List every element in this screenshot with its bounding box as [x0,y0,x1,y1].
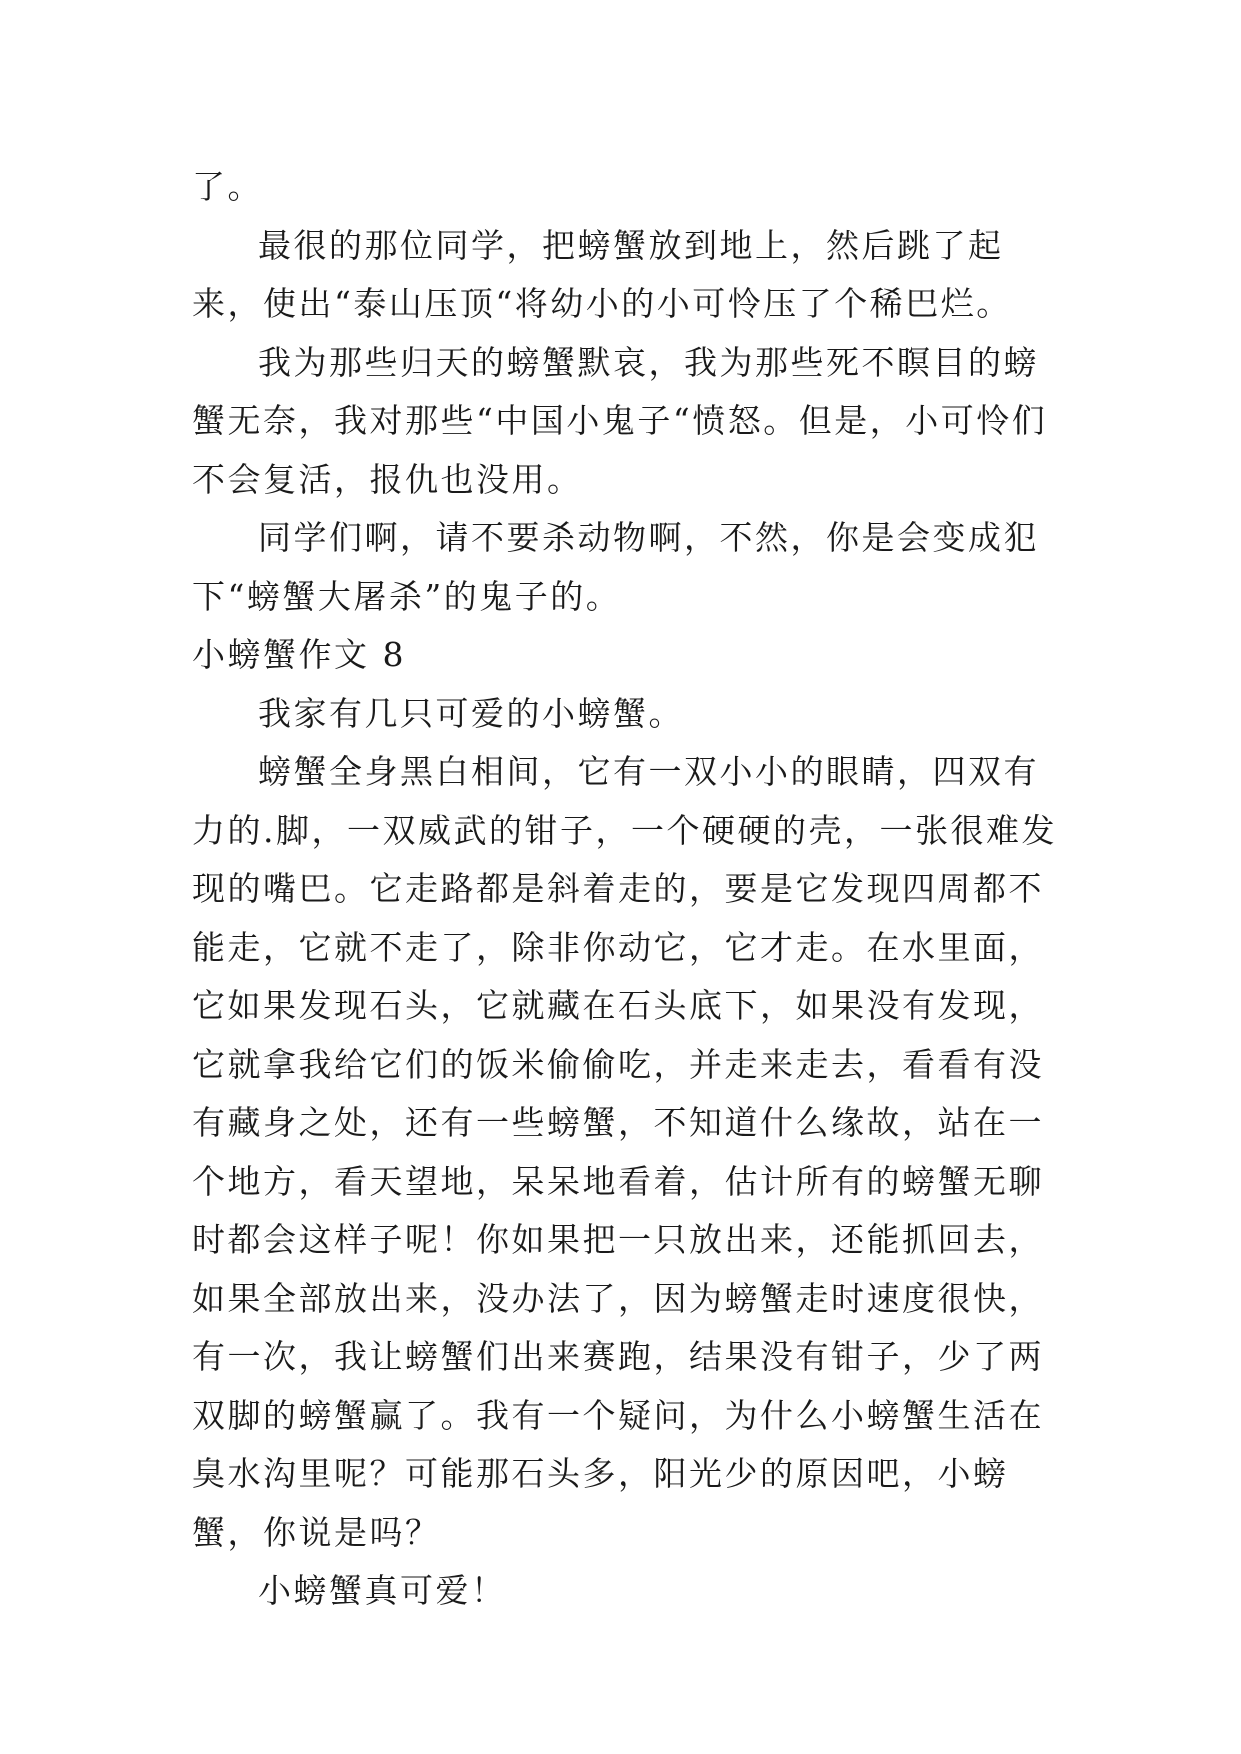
paragraph: 螃蟹全身黑白相间，它有一双小小的眼睛，四双有力的.脚，一双威武的钳子，一个硬硬的壳，一张很难发现的嘴巴。它走路都是斜着走的，要是它发现四周都不能走，它就不走了，除非你动它，它才走。在水里面，它如果发现石头，它就藏在石头底下，如果没有发现，它就拿我给它们的饭米偷偷吃，并走来走去，看看有没有藏身之处，还有一些螃蟹，不知道什么缘故，站在一个地方，看天望地，呆呆地看着，估计所有的螃蟹无聊时都会这样子呢！你如果把一只放出来，还能抓回去，如果全部放出来，没办法了，因为螃蟹走时速度很快，有一次，我让螃蟹们出来赛跑，结果没有钳子，少了两双脚的螃蟹赢了。我有一个疑问，为什么小螃蟹生活在臭水沟里呢？可能那石头多，阳光少的原因吧，小螃蟹，你说是吗？ [192,752,1057,1552]
essay-body [192,158,1067,1621]
paragraph: 我家有几只可爱的小螃蟹。 [258,693,684,733]
paragraph: 小螃蟹真可爱！ [258,1571,507,1610]
essay-title: 小螃蟹作文 8 [192,635,406,674]
paragraph: 我为那些归天的螃蟹默哀，我为那些死不瞑目的螃蟹无奈，我对那些“中国小鬼子“愤怒。但是，小可怜们不会复活，报仇也没用。 [192,342,1048,499]
paragraph-continuation: 了。 [192,167,263,206]
paragraph: 最很的那位同学，把螃蟹放到地上，然后跳了起来，使出“泰山压顶“将幼小的小可怜压了个稀巴烂。 [192,225,1012,323]
paragraph: 同学们啊，请不要杀动物啊，不然，你是会变成犯下“螃蟹大屠杀”的鬼子的。 [192,518,1039,616]
